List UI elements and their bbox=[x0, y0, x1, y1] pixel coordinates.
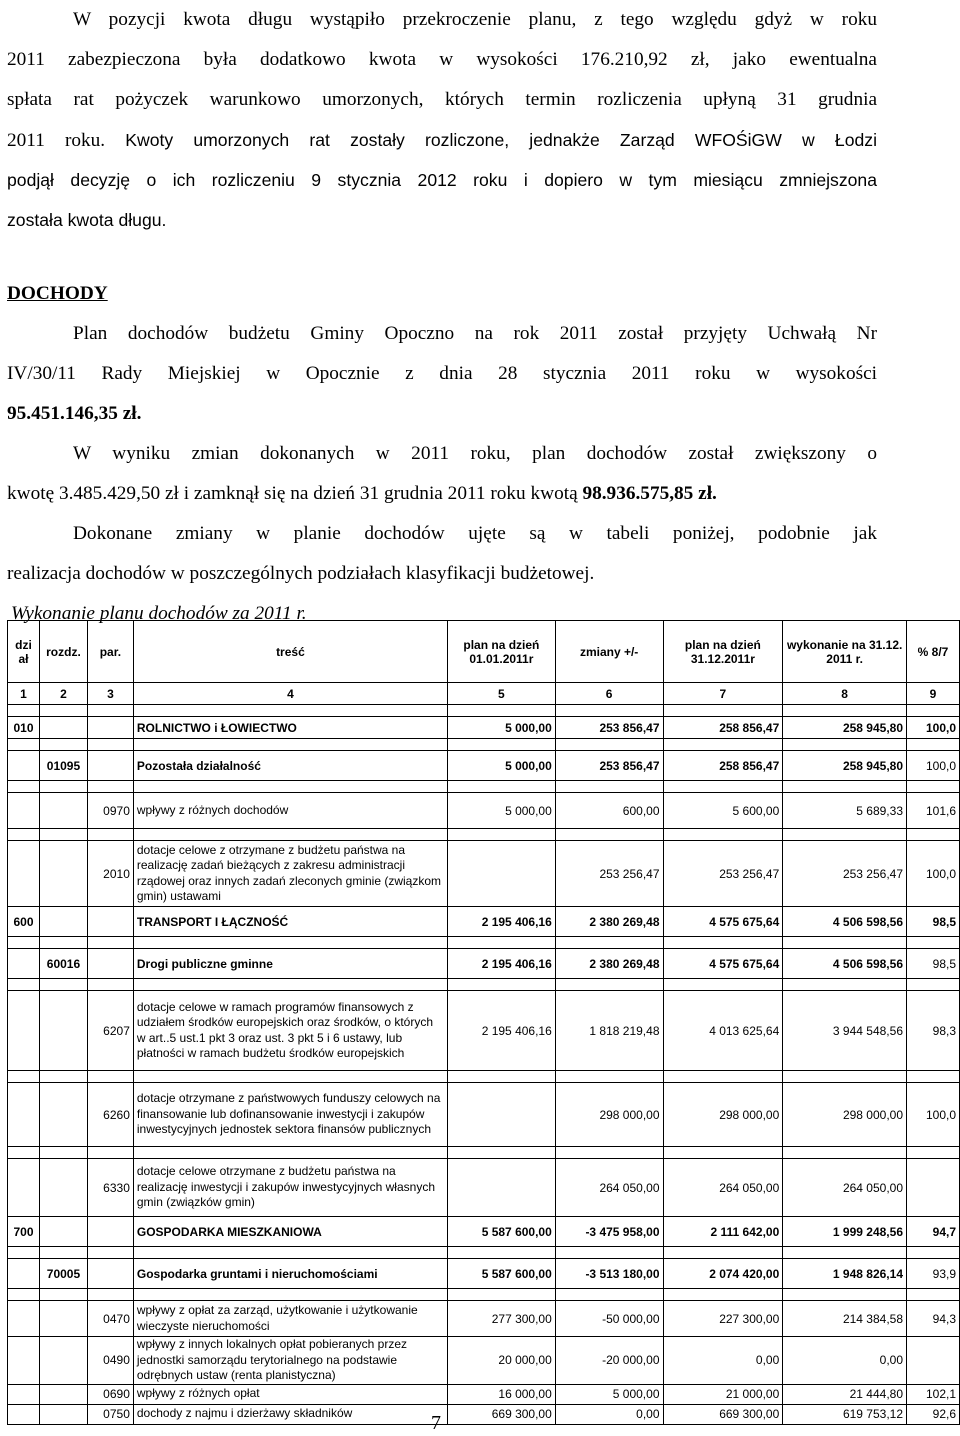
cell-rozdz: 01095 bbox=[39, 751, 87, 781]
column-number-row bbox=[8, 683, 960, 705]
cell-par bbox=[87, 907, 133, 937]
spacer-cell bbox=[447, 781, 555, 793]
cell-dzial bbox=[8, 949, 40, 979]
column-number: 3 bbox=[87, 683, 133, 705]
spacer-row bbox=[8, 829, 960, 841]
cell-plan-end: 669 300,00 bbox=[663, 1404, 783, 1424]
cell-dzial bbox=[8, 1404, 40, 1424]
table-row bbox=[8, 1404, 960, 1424]
cell-zmiany: 253 856,47 bbox=[555, 717, 663, 739]
spacer-cell bbox=[447, 1147, 555, 1159]
spacer-cell bbox=[87, 1147, 133, 1159]
spacer-cell bbox=[8, 739, 40, 751]
spacer-cell bbox=[133, 1247, 447, 1259]
cell-dzial bbox=[8, 991, 40, 1071]
cell-rozdz: 70005 bbox=[39, 1259, 87, 1289]
spacer-cell bbox=[133, 979, 447, 991]
spacer-cell bbox=[783, 1147, 907, 1159]
spacer-cell bbox=[39, 1071, 87, 1083]
cell-rozdz bbox=[39, 1217, 87, 1247]
spacer-cell bbox=[555, 1247, 663, 1259]
cell-zmiany: 1 818 219,48 bbox=[555, 991, 663, 1071]
spacer-cell bbox=[907, 829, 960, 841]
cell-par: 6207 bbox=[87, 991, 133, 1071]
spacer-cell bbox=[555, 705, 663, 717]
header-rozdz: rozdz. bbox=[39, 621, 87, 683]
cell-plan-end: 258 856,47 bbox=[663, 717, 783, 739]
cell-dzial bbox=[8, 751, 40, 781]
cell-plan-end: 264 050,00 bbox=[663, 1159, 783, 1217]
spacer-cell bbox=[87, 829, 133, 841]
spacer-cell bbox=[907, 781, 960, 793]
cell-dzial bbox=[8, 1159, 40, 1217]
paragraph-line bbox=[7, 474, 877, 514]
cell-plan-end: 2 111 642,00 bbox=[663, 1217, 783, 1247]
cell-par bbox=[87, 1259, 133, 1289]
cell-dzial: 700 bbox=[8, 1217, 40, 1247]
paragraph-line: podjął decyzję o ich rozliczeniu 9 stycznia 2012 roku i dopiero w tym miesiącu zmniejszona bbox=[7, 170, 877, 190]
cell-rozdz bbox=[39, 991, 87, 1071]
cell-plan-end: 4 575 675,64 bbox=[663, 949, 783, 979]
cell-par: 0970 bbox=[87, 793, 133, 829]
column-number: 7 bbox=[663, 683, 783, 705]
cell-procent: 100,0 bbox=[907, 841, 960, 907]
header-plan-start: plan na dzień 01.01.2011r bbox=[447, 621, 555, 683]
spacer-cell bbox=[907, 1147, 960, 1159]
spacer-cell bbox=[87, 1247, 133, 1259]
cell-plan-end: 2 074 420,00 bbox=[663, 1259, 783, 1289]
table-row bbox=[8, 1217, 960, 1247]
header-dzial: dzi ał bbox=[8, 621, 40, 683]
cell-dzial: 600 bbox=[8, 907, 40, 937]
cell-dzial: 010 bbox=[8, 717, 40, 739]
table-row bbox=[8, 1159, 960, 1217]
cell-plan-start bbox=[447, 1159, 555, 1217]
cell-tresc: dotacje celowe otrzymane z budżetu państwa na realizację inwestycji i zakupów inwestycyjnych własnych gmin (związków gmin) bbox=[133, 1159, 447, 1217]
cell-procent: 92,6 bbox=[907, 1404, 960, 1424]
spacer-cell bbox=[663, 705, 783, 717]
cell-zmiany: 2 380 269,48 bbox=[555, 949, 663, 979]
cell-tresc: wpływy z różnych opłat bbox=[133, 1384, 447, 1404]
spacer-cell bbox=[133, 705, 447, 717]
spacer-cell bbox=[663, 937, 783, 949]
spacer-cell bbox=[39, 705, 87, 717]
spacer-cell bbox=[87, 781, 133, 793]
cell-wykonanie: 264 050,00 bbox=[783, 1159, 907, 1217]
spacer-cell bbox=[8, 781, 40, 793]
cell-rozdz bbox=[39, 907, 87, 937]
cell-plan-start: 5 587 600,00 bbox=[447, 1217, 555, 1247]
spacer-cell bbox=[8, 1247, 40, 1259]
spacer-cell bbox=[39, 1247, 87, 1259]
spacer-cell bbox=[447, 739, 555, 751]
spacer-row bbox=[8, 1147, 960, 1159]
cell-plan-start: 2 195 406,16 bbox=[447, 907, 555, 937]
spacer-cell bbox=[663, 781, 783, 793]
cell-procent: 100,0 bbox=[907, 717, 960, 739]
spacer-cell bbox=[663, 829, 783, 841]
spacer-cell bbox=[39, 781, 87, 793]
paragraph-line: spłata rat pożyczek warunkowo umorzonych, których termin rozliczenia upłyną 31 grudnia bbox=[7, 89, 877, 110]
cell-plan-start: 669 300,00 bbox=[447, 1404, 555, 1424]
cell-wykonanie: 1 948 826,14 bbox=[783, 1259, 907, 1289]
table-caption: Wykonanie planu dochodów za 2011 r. bbox=[11, 603, 307, 624]
cell-wykonanie: 3 944 548,56 bbox=[783, 991, 907, 1071]
paragraph-line: W wyniku zmian dokonanych w 2011 roku, plan dochodów został zwiększony o bbox=[73, 443, 877, 464]
page-number: 7 bbox=[431, 1412, 441, 1434]
final-amount: 98.936.575,85 zł. bbox=[582, 483, 717, 504]
spacer-cell bbox=[133, 739, 447, 751]
cell-plan-end: 5 600,00 bbox=[663, 793, 783, 829]
spacer-cell bbox=[783, 979, 907, 991]
cell-dzial bbox=[8, 841, 40, 907]
spacer-cell bbox=[783, 1071, 907, 1083]
cell-tresc: dotacje otrzymane z państwowych funduszy celowych na finansowanie lub dofinansowanie inwestycji i zakupów inwestycyjnych jednostek sektora finansów publicznych bbox=[133, 1083, 447, 1147]
cell-rozdz: 60016 bbox=[39, 949, 87, 979]
cell-procent: 98,3 bbox=[907, 991, 960, 1071]
column-number: 8 bbox=[783, 683, 907, 705]
spacer-cell bbox=[555, 781, 663, 793]
cell-plan-start: 277 300,00 bbox=[447, 1301, 555, 1337]
cell-plan-end: 253 256,47 bbox=[663, 841, 783, 907]
paragraph-line: realizacja dochodów w poszczególnych podziałach klasyfikacji budżetowej. bbox=[7, 563, 595, 584]
cell-tresc: dotacje celowe w ramach programów finansowych z udziałem środków europejskich oraz środków, o których w art..5 ust.1 pkt 3 oraz ust. 3 pkt 5 i 6 ustawy, lub płatności w ramach budżetu środków europejskich bbox=[133, 991, 447, 1071]
cell-plan-end: 4 575 675,64 bbox=[663, 907, 783, 937]
paragraph-line: IV/30/11 Rady Miejskiej w Opocznie z dnia 28 stycznia 2011 roku w wysokości bbox=[7, 363, 877, 384]
cell-dzial bbox=[8, 1259, 40, 1289]
cell-procent: 100,0 bbox=[907, 1083, 960, 1147]
cell-wykonanie: 258 945,80 bbox=[783, 717, 907, 739]
cell-plan-start: 5 587 600,00 bbox=[447, 1259, 555, 1289]
spacer-cell bbox=[555, 1147, 663, 1159]
table-row bbox=[8, 907, 960, 937]
paragraph-line bbox=[7, 120, 877, 160]
column-number: 4 bbox=[133, 683, 447, 705]
column-number: 5 bbox=[447, 683, 555, 705]
plan-amount: 95.451.146,35 zł. bbox=[7, 403, 142, 424]
cell-wykonanie: 214 384,58 bbox=[783, 1301, 907, 1337]
table-body bbox=[8, 621, 960, 1425]
cell-par: 0690 bbox=[87, 1384, 133, 1404]
header-procent: % 8/7 bbox=[907, 621, 960, 683]
spacer-cell bbox=[87, 1071, 133, 1083]
column-number: 1 bbox=[8, 683, 40, 705]
blank-line bbox=[7, 240, 877, 278]
spacer-cell bbox=[133, 1071, 447, 1083]
table-row bbox=[8, 949, 960, 979]
spacer-cell bbox=[133, 829, 447, 841]
cell-wykonanie: 1 999 248,56 bbox=[783, 1217, 907, 1247]
cell-tresc: wpływy z różnych dochodów bbox=[133, 793, 447, 829]
spacer-cell bbox=[783, 1289, 907, 1301]
spacer-cell bbox=[555, 739, 663, 751]
spacer-cell bbox=[555, 1071, 663, 1083]
cell-plan-start bbox=[447, 1083, 555, 1147]
spacer-cell bbox=[663, 739, 783, 751]
cell-tresc: Pozostała działalność bbox=[133, 751, 447, 781]
spacer-cell bbox=[783, 829, 907, 841]
spacer-cell bbox=[39, 937, 87, 949]
cell-zmiany: 253 856,47 bbox=[555, 751, 663, 781]
cell-par: 6330 bbox=[87, 1159, 133, 1217]
cell-plan-end: 4 013 625,64 bbox=[663, 991, 783, 1071]
table-row bbox=[8, 841, 960, 907]
cell-plan-start bbox=[447, 841, 555, 907]
spacer-cell bbox=[133, 781, 447, 793]
spacer-cell bbox=[907, 979, 960, 991]
header-par: par. bbox=[87, 621, 133, 683]
spacer-cell bbox=[447, 829, 555, 841]
cell-zmiany: 0,00 bbox=[555, 1404, 663, 1424]
spacer-cell bbox=[907, 1289, 960, 1301]
cell-plan-start: 16 000,00 bbox=[447, 1384, 555, 1404]
cell-rozdz bbox=[39, 717, 87, 739]
cell-procent: 93,9 bbox=[907, 1259, 960, 1289]
cell-wykonanie: 21 444,80 bbox=[783, 1384, 907, 1404]
column-number: 9 bbox=[907, 683, 960, 705]
spacer-cell bbox=[87, 979, 133, 991]
section-heading: DOCHODY bbox=[7, 283, 108, 304]
spacer-cell bbox=[87, 1289, 133, 1301]
spacer-cell bbox=[555, 829, 663, 841]
spacer-cell bbox=[663, 1247, 783, 1259]
table-row bbox=[8, 717, 960, 739]
cell-par bbox=[87, 1217, 133, 1247]
cell-tresc: wpływy z opłat za zarząd, użytkowanie i użytkowanie wieczyste nieruchomości bbox=[133, 1301, 447, 1337]
cell-procent: 94,7 bbox=[907, 1217, 960, 1247]
spacer-cell bbox=[8, 1147, 40, 1159]
cell-zmiany: 264 050,00 bbox=[555, 1159, 663, 1217]
spacer-cell bbox=[907, 705, 960, 717]
header-zmiany: zmiany +/- bbox=[555, 621, 663, 683]
text-run: Kwoty umorzonych rat zostały rozliczone, jednakże Zarząd WFOŚiGW w Łodzi bbox=[125, 130, 877, 150]
table-row bbox=[8, 1337, 960, 1385]
cell-zmiany: -50 000,00 bbox=[555, 1301, 663, 1337]
cell-tresc: dotacje celowe z otrzymane z budżetu państwa na realizację zadań bieżących z zakresu administracji rządowej oraz innych zadań zleconych gminie (związkom gmin) ustawami bbox=[133, 841, 447, 907]
cell-zmiany: -3 513 180,00 bbox=[555, 1259, 663, 1289]
cell-plan-start: 5 000,00 bbox=[447, 717, 555, 739]
spacer-cell bbox=[447, 979, 555, 991]
spacer-cell bbox=[8, 705, 40, 717]
paragraph-line: Dokonane zmiany w planie dochodów ujęte są w tabeli poniżej, podobnie jak bbox=[73, 523, 877, 544]
column-number: 6 bbox=[555, 683, 663, 705]
spacer-cell bbox=[8, 937, 40, 949]
cell-zmiany: 600,00 bbox=[555, 793, 663, 829]
spacer-cell bbox=[663, 1289, 783, 1301]
cell-wykonanie: 5 689,33 bbox=[783, 793, 907, 829]
spacer-row bbox=[8, 1289, 960, 1301]
cell-tresc: wpływy z innych lokalnych opłat pobieranych przez jednostki samorządu terytorialnego na podstawie odrębnych ustaw (renta planistyczna) bbox=[133, 1337, 447, 1385]
cell-dzial bbox=[8, 1337, 40, 1385]
paragraph-line: 2011 zabezpieczona była dodatkowo kwota w wysokości 176.210,92 zł, jako ewentualna bbox=[7, 49, 877, 70]
spacer-cell bbox=[8, 1289, 40, 1301]
cell-rozdz bbox=[39, 1159, 87, 1217]
cell-tresc: dochody z najmu i dzierżawy składników bbox=[133, 1404, 447, 1424]
cell-plan-start: 2 195 406,16 bbox=[447, 991, 555, 1071]
spacer-cell bbox=[87, 705, 133, 717]
cell-rozdz bbox=[39, 1083, 87, 1147]
cell-plan-end: 227 300,00 bbox=[663, 1301, 783, 1337]
spacer-row bbox=[8, 781, 960, 793]
spacer-cell bbox=[87, 739, 133, 751]
cell-par: 0490 bbox=[87, 1337, 133, 1385]
spacer-cell bbox=[663, 1071, 783, 1083]
table-row bbox=[8, 793, 960, 829]
cell-procent: 98,5 bbox=[907, 907, 960, 937]
spacer-cell bbox=[447, 1289, 555, 1301]
cell-plan-end: 21 000,00 bbox=[663, 1384, 783, 1404]
cell-tresc: TRANSPORT I ŁĄCZNOŚĆ bbox=[133, 907, 447, 937]
cell-procent: 94,3 bbox=[907, 1301, 960, 1337]
document-body bbox=[7, 0, 877, 634]
cell-par bbox=[87, 949, 133, 979]
cell-rozdz bbox=[39, 793, 87, 829]
cell-wykonanie: 4 506 598,56 bbox=[783, 949, 907, 979]
spacer-cell bbox=[447, 937, 555, 949]
cell-wykonanie: 0,00 bbox=[783, 1337, 907, 1385]
cell-plan-start: 5 000,00 bbox=[447, 793, 555, 829]
table-row bbox=[8, 1384, 960, 1404]
spacer-cell bbox=[783, 739, 907, 751]
spacer-cell bbox=[907, 739, 960, 751]
spacer-row bbox=[8, 705, 960, 717]
spacer-cell bbox=[39, 979, 87, 991]
spacer-cell bbox=[133, 1147, 447, 1159]
cell-rozdz bbox=[39, 1404, 87, 1424]
spacer-cell bbox=[8, 829, 40, 841]
spacer-cell bbox=[555, 937, 663, 949]
spacer-row bbox=[8, 1071, 960, 1083]
spacer-cell bbox=[663, 979, 783, 991]
text-run: 2011 roku. bbox=[7, 130, 126, 151]
paragraph-line: Plan dochodów budżetu Gminy Opoczno na rok 2011 został przyjęty Uchwałą Nr bbox=[73, 323, 877, 344]
cell-par bbox=[87, 717, 133, 739]
cell-procent: 98,5 bbox=[907, 949, 960, 979]
cell-dzial bbox=[8, 1384, 40, 1404]
header-plan-end: plan na dzień 31.12.2011r bbox=[663, 621, 783, 683]
cell-zmiany: 298 000,00 bbox=[555, 1083, 663, 1147]
spacer-cell bbox=[87, 937, 133, 949]
cell-wykonanie: 298 000,00 bbox=[783, 1083, 907, 1147]
table-row bbox=[8, 991, 960, 1071]
cell-procent bbox=[907, 1337, 960, 1385]
spacer-cell bbox=[8, 979, 40, 991]
cell-zmiany: -20 000,00 bbox=[555, 1337, 663, 1385]
cell-tresc: Drogi publiczne gminne bbox=[133, 949, 447, 979]
spacer-row bbox=[8, 937, 960, 949]
cell-plan-end: 258 856,47 bbox=[663, 751, 783, 781]
cell-rozdz bbox=[39, 1301, 87, 1337]
cell-plan-start: 20 000,00 bbox=[447, 1337, 555, 1385]
header-wykonanie: wykonanie na 31.12. 2011 r. bbox=[783, 621, 907, 683]
cell-plan-end: 0,00 bbox=[663, 1337, 783, 1385]
cell-dzial bbox=[8, 1083, 40, 1147]
spacer-cell bbox=[907, 1247, 960, 1259]
cell-par: 6260 bbox=[87, 1083, 133, 1147]
cell-rozdz bbox=[39, 1384, 87, 1404]
cell-wykonanie: 4 506 598,56 bbox=[783, 907, 907, 937]
cell-par: 0750 bbox=[87, 1404, 133, 1424]
cell-zmiany: -3 475 958,00 bbox=[555, 1217, 663, 1247]
column-number: 2 bbox=[39, 683, 87, 705]
spacer-row bbox=[8, 979, 960, 991]
spacer-cell bbox=[133, 937, 447, 949]
cell-wykonanie: 619 753,12 bbox=[783, 1404, 907, 1424]
cell-procent: 101,6 bbox=[907, 793, 960, 829]
spacer-cell bbox=[555, 1289, 663, 1301]
cell-par bbox=[87, 751, 133, 781]
spacer-cell bbox=[783, 705, 907, 717]
income-table bbox=[7, 620, 960, 1425]
cell-dzial bbox=[8, 1301, 40, 1337]
header-tresc: treść bbox=[133, 621, 447, 683]
cell-plan-start: 5 000,00 bbox=[447, 751, 555, 781]
spacer-cell bbox=[8, 1071, 40, 1083]
spacer-row bbox=[8, 739, 960, 751]
text-run: kwotę 3.485.429,50 zł i zamknął się na dzień 31 grudnia 2011 roku kwotą bbox=[7, 483, 583, 504]
cell-procent: 102,1 bbox=[907, 1384, 960, 1404]
table-row bbox=[8, 1301, 960, 1337]
spacer-cell bbox=[907, 1071, 960, 1083]
cell-procent bbox=[907, 1159, 960, 1217]
cell-procent: 100,0 bbox=[907, 751, 960, 781]
spacer-cell bbox=[39, 739, 87, 751]
header-row bbox=[8, 621, 960, 683]
spacer-cell bbox=[783, 781, 907, 793]
spacer-cell bbox=[39, 829, 87, 841]
spacer-cell bbox=[447, 705, 555, 717]
table-row bbox=[8, 1259, 960, 1289]
cell-zmiany: 2 380 269,48 bbox=[555, 907, 663, 937]
spacer-cell bbox=[39, 1147, 87, 1159]
cell-wykonanie: 258 945,80 bbox=[783, 751, 907, 781]
cell-plan-end: 298 000,00 bbox=[663, 1083, 783, 1147]
spacer-cell bbox=[907, 937, 960, 949]
cell-dzial bbox=[8, 793, 40, 829]
spacer-cell bbox=[447, 1071, 555, 1083]
cell-tresc: Gospodarka gruntami i nieruchomościami bbox=[133, 1259, 447, 1289]
cell-plan-start: 2 195 406,16 bbox=[447, 949, 555, 979]
paragraph-line: W pozycji kwota długu wystąpiło przekroczenie planu, z tego względu gdyż w roku bbox=[73, 9, 877, 30]
paragraph-line: została kwota długu. bbox=[7, 210, 167, 230]
spacer-cell bbox=[783, 937, 907, 949]
cell-zmiany: 5 000,00 bbox=[555, 1384, 663, 1404]
cell-tresc: GOSPODARKA MIESZKANIOWA bbox=[133, 1217, 447, 1247]
spacer-cell bbox=[663, 1147, 783, 1159]
spacer-cell bbox=[447, 1247, 555, 1259]
spacer-cell bbox=[555, 979, 663, 991]
cell-rozdz bbox=[39, 841, 87, 907]
cell-zmiany: 253 256,47 bbox=[555, 841, 663, 907]
spacer-cell bbox=[133, 1289, 447, 1301]
spacer-cell bbox=[783, 1247, 907, 1259]
cell-par: 0470 bbox=[87, 1301, 133, 1337]
cell-wykonanie: 253 256,47 bbox=[783, 841, 907, 907]
table-row bbox=[8, 751, 960, 781]
spacer-cell bbox=[39, 1289, 87, 1301]
table-row bbox=[8, 1083, 960, 1147]
cell-tresc: ROLNICTWO i ŁOWIECTWO bbox=[133, 717, 447, 739]
cell-par: 2010 bbox=[87, 841, 133, 907]
spacer-row bbox=[8, 1247, 960, 1259]
cell-rozdz bbox=[39, 1337, 87, 1385]
